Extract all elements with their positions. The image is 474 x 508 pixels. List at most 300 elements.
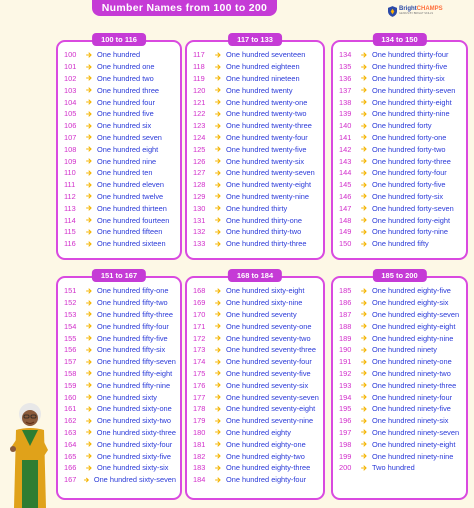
number-name: One hundred three bbox=[97, 85, 160, 95]
panel-168-184 bbox=[185, 271, 325, 500]
number-row bbox=[339, 202, 462, 214]
number-row bbox=[64, 49, 176, 61]
number-name: One hundred ninety-two bbox=[372, 368, 451, 378]
number-name: One hundred sixty-six bbox=[97, 463, 169, 473]
number-name: One hundred ninety-four bbox=[372, 392, 453, 402]
panel-range-label: 151 to 167 bbox=[92, 269, 146, 282]
number-value: 152 bbox=[64, 298, 77, 308]
arrow-right-icon bbox=[85, 405, 93, 413]
number-value: 134 bbox=[339, 50, 352, 60]
number-value: 185 bbox=[339, 286, 352, 296]
number-value: 107 bbox=[64, 132, 77, 142]
number-row bbox=[64, 179, 176, 191]
number-value: 186 bbox=[339, 298, 352, 308]
number-name: One hundred fifty-seven bbox=[97, 357, 176, 367]
number-value: 163 bbox=[64, 427, 77, 437]
arrow-right-icon bbox=[360, 157, 368, 165]
number-name: One hundred fifty-three bbox=[97, 309, 174, 319]
number-value: 120 bbox=[193, 85, 206, 95]
number-name: One hundred sixty-one bbox=[97, 404, 172, 414]
number-row bbox=[193, 403, 319, 415]
panel-range-label: 117 to 133 bbox=[228, 33, 282, 46]
number-name: One hundred fifty-six bbox=[97, 345, 166, 355]
number-row bbox=[64, 226, 176, 238]
arrow-right-icon bbox=[360, 74, 368, 82]
number-value: 200 bbox=[339, 463, 352, 473]
arrow-right-icon bbox=[85, 310, 93, 318]
arrow-right-icon bbox=[360, 98, 368, 106]
arrow-right-icon bbox=[214, 192, 222, 200]
number-value: 144 bbox=[339, 168, 352, 178]
arrow-right-icon bbox=[85, 192, 93, 200]
number-value: 170 bbox=[193, 309, 206, 319]
number-row bbox=[64, 391, 176, 403]
arrow-right-icon bbox=[214, 122, 222, 130]
arrow-right-icon bbox=[214, 393, 222, 401]
panel-range-label: 100 to 116 bbox=[92, 33, 146, 46]
number-name: One hundred thirty bbox=[226, 203, 288, 213]
number-name: One hundred fifty-four bbox=[97, 321, 169, 331]
page-title: Number Names from 100 to 200 bbox=[92, 0, 277, 16]
arrow-right-icon bbox=[360, 216, 368, 224]
number-value: 148 bbox=[339, 215, 352, 225]
arrow-right-icon bbox=[85, 381, 93, 389]
number-row bbox=[64, 155, 176, 167]
number-value: 125 bbox=[193, 144, 206, 154]
number-name: One hundred sixty-three bbox=[96, 427, 176, 437]
number-row bbox=[193, 84, 319, 96]
number-row bbox=[64, 238, 176, 250]
number-value: 188 bbox=[339, 321, 352, 331]
number-name: One hundred eighty-three bbox=[226, 463, 311, 473]
number-row bbox=[64, 84, 176, 96]
arrow-right-icon bbox=[360, 322, 368, 330]
number-value: 136 bbox=[339, 73, 352, 83]
arrow-right-icon bbox=[360, 287, 368, 295]
arrow-right-icon bbox=[360, 240, 368, 248]
number-value: 105 bbox=[64, 109, 77, 119]
number-value: 199 bbox=[339, 451, 352, 461]
number-value: 182 bbox=[193, 451, 206, 461]
panel-151-167 bbox=[56, 271, 182, 500]
panel-117-133 bbox=[185, 35, 325, 260]
number-value: 158 bbox=[64, 368, 77, 378]
arrow-right-icon bbox=[85, 63, 93, 71]
number-name: One hundred twenty-five bbox=[226, 144, 307, 154]
arrow-right-icon bbox=[360, 428, 368, 436]
number-row bbox=[339, 191, 462, 203]
number-value: 124 bbox=[193, 132, 206, 142]
number-value: 132 bbox=[193, 227, 206, 237]
number-name: One hundred bbox=[97, 50, 141, 60]
number-row bbox=[193, 368, 319, 380]
number-name: One hundred eighty-seven bbox=[372, 309, 460, 319]
arrow-right-icon bbox=[360, 181, 368, 189]
number-name: One hundred forty-two bbox=[372, 144, 446, 154]
number-value: 149 bbox=[339, 227, 352, 237]
number-value: 133 bbox=[193, 239, 206, 249]
arrow-right-icon bbox=[214, 381, 222, 389]
number-name: One hundred thirty-five bbox=[372, 62, 448, 72]
number-row bbox=[339, 332, 462, 344]
number-row bbox=[64, 191, 176, 203]
number-row bbox=[64, 120, 176, 132]
arrow-right-icon bbox=[360, 192, 368, 200]
number-value: 164 bbox=[64, 439, 77, 449]
number-value: 156 bbox=[64, 345, 77, 355]
number-name: One hundred sixteen bbox=[97, 239, 166, 249]
arrow-right-icon bbox=[85, 369, 93, 377]
number-row bbox=[64, 309, 176, 321]
panel-134-150 bbox=[331, 35, 468, 260]
number-name: One hundred nineteen bbox=[226, 73, 300, 83]
arrow-right-icon bbox=[214, 464, 222, 472]
number-row bbox=[193, 120, 319, 132]
number-row bbox=[64, 108, 176, 120]
number-name: One hundred seventy-two bbox=[226, 333, 311, 343]
arrow-right-icon bbox=[360, 393, 368, 401]
number-value: 184 bbox=[193, 475, 206, 485]
arrow-right-icon bbox=[360, 133, 368, 141]
number-row bbox=[64, 450, 176, 462]
number-value: 139 bbox=[339, 109, 352, 119]
number-name: One hundred ten bbox=[97, 168, 153, 178]
number-row bbox=[193, 132, 319, 144]
number-value: 191 bbox=[339, 357, 352, 367]
number-row bbox=[339, 403, 462, 415]
number-value: 165 bbox=[64, 451, 77, 461]
number-value: 180 bbox=[193, 427, 206, 437]
number-value: 103 bbox=[64, 85, 77, 95]
number-row bbox=[64, 356, 176, 368]
number-name: One hundred eight bbox=[97, 144, 159, 154]
arrow-right-icon bbox=[214, 145, 222, 153]
arrow-right-icon bbox=[85, 428, 93, 436]
number-name: One hundred fifty-one bbox=[97, 286, 169, 296]
arrow-right-icon bbox=[360, 51, 368, 59]
arrow-right-icon bbox=[360, 169, 368, 177]
number-value: 167 bbox=[64, 475, 77, 485]
number-value: 109 bbox=[64, 156, 77, 166]
number-name: One hundred thirty-one bbox=[226, 215, 303, 225]
number-name: One hundred forty-four bbox=[372, 168, 447, 178]
number-row bbox=[193, 332, 319, 344]
number-value: 151 bbox=[64, 286, 77, 296]
arrow-right-icon bbox=[85, 228, 93, 236]
number-name: One hundred eleven bbox=[97, 180, 164, 190]
number-name: One hundred ninety-nine bbox=[372, 451, 454, 461]
arrow-right-icon bbox=[85, 287, 93, 295]
number-value: 129 bbox=[193, 191, 206, 201]
number-value: 189 bbox=[339, 333, 352, 343]
arrow-right-icon bbox=[214, 216, 222, 224]
number-row bbox=[64, 462, 176, 474]
number-name: One hundred eighty bbox=[226, 427, 291, 437]
number-row bbox=[193, 438, 319, 450]
arrow-right-icon bbox=[214, 428, 222, 436]
number-name: One hundred eighty-five bbox=[372, 286, 451, 296]
arrow-right-icon bbox=[85, 74, 93, 82]
number-value: 131 bbox=[193, 215, 206, 225]
number-value: 150 bbox=[339, 239, 352, 249]
arrow-right-icon bbox=[85, 86, 93, 94]
number-row bbox=[64, 297, 176, 309]
number-row bbox=[339, 320, 462, 332]
number-row bbox=[339, 108, 462, 120]
number-value: 190 bbox=[339, 345, 352, 355]
arrow-right-icon bbox=[214, 228, 222, 236]
number-name: One hundred seventy-six bbox=[226, 380, 309, 390]
arrow-right-icon bbox=[85, 417, 93, 425]
number-row bbox=[193, 462, 319, 474]
number-row bbox=[339, 297, 462, 309]
number-row bbox=[64, 320, 176, 332]
number-value: 112 bbox=[64, 191, 76, 201]
arrow-right-icon bbox=[214, 169, 222, 177]
arrow-right-icon bbox=[214, 157, 222, 165]
number-row bbox=[193, 73, 319, 85]
number-row bbox=[64, 132, 176, 144]
number-value: 193 bbox=[339, 380, 352, 390]
number-row bbox=[193, 167, 319, 179]
arrow-right-icon bbox=[85, 98, 93, 106]
number-value: 104 bbox=[64, 97, 77, 107]
number-value: 111 bbox=[64, 180, 76, 190]
number-row bbox=[339, 155, 462, 167]
number-name: One hundred seventy-eight bbox=[226, 404, 316, 414]
number-value: 157 bbox=[64, 357, 77, 367]
arrow-right-icon bbox=[85, 157, 93, 165]
number-value: 175 bbox=[193, 368, 206, 378]
arrow-right-icon bbox=[214, 181, 222, 189]
number-name: One hundred forty-three bbox=[372, 156, 451, 166]
arrow-right-icon bbox=[214, 322, 222, 330]
number-name: One hundred sixty-seven bbox=[93, 475, 176, 485]
number-row bbox=[339, 84, 462, 96]
arrow-right-icon bbox=[214, 476, 222, 484]
arrow-right-icon bbox=[85, 51, 93, 59]
number-value: 159 bbox=[64, 380, 77, 390]
arrow-right-icon bbox=[360, 310, 368, 318]
number-row bbox=[193, 226, 319, 238]
number-name: One hundred seven bbox=[97, 132, 162, 142]
number-name: One hundred fifty-five bbox=[97, 333, 168, 343]
number-value: 197 bbox=[339, 427, 352, 437]
number-name: One hundred fifty-two bbox=[97, 298, 168, 308]
number-row bbox=[193, 238, 319, 250]
number-row bbox=[193, 61, 319, 73]
number-name: One hundred ninety-six bbox=[372, 416, 449, 426]
number-name: One hundred five bbox=[97, 109, 154, 119]
number-name: One hundred eighty-six bbox=[372, 298, 449, 308]
number-name: One hundred four bbox=[97, 97, 155, 107]
number-value: 145 bbox=[339, 180, 352, 190]
number-row bbox=[193, 179, 319, 191]
number-value: 143 bbox=[339, 156, 352, 166]
arrow-right-icon bbox=[214, 204, 222, 212]
number-value: 173 bbox=[193, 345, 206, 355]
number-name: One hundred eighteen bbox=[226, 62, 300, 72]
arrow-right-icon bbox=[214, 358, 222, 366]
number-row bbox=[193, 391, 319, 403]
number-value: 171 bbox=[193, 321, 206, 331]
number-row bbox=[64, 332, 176, 344]
number-name: One hundred fifty-eight bbox=[97, 368, 173, 378]
arrow-right-icon bbox=[85, 145, 93, 153]
number-value: 153 bbox=[64, 309, 77, 319]
number-name: One hundred seventeen bbox=[226, 50, 306, 60]
number-name: Two hundred bbox=[372, 463, 415, 473]
number-name: One hundred eighty-one bbox=[226, 439, 306, 449]
arrow-right-icon bbox=[360, 86, 368, 94]
number-name: One hundred seventy bbox=[226, 309, 297, 319]
panel-185-200 bbox=[331, 271, 468, 500]
number-value: 135 bbox=[339, 62, 352, 72]
arrow-right-icon bbox=[360, 334, 368, 342]
number-name: One hundred twenty-nine bbox=[226, 191, 309, 201]
number-name: One hundred seventy-five bbox=[226, 368, 311, 378]
number-row bbox=[64, 214, 176, 226]
number-value: 121 bbox=[193, 97, 206, 107]
arrow-right-icon bbox=[214, 310, 222, 318]
number-name: One hundred seventy-four bbox=[226, 357, 312, 367]
number-name: One hundred thirty-six bbox=[372, 73, 445, 83]
arrow-right-icon bbox=[360, 440, 368, 448]
number-name: One hundred eighty-nine bbox=[372, 333, 454, 343]
number-name: One hundred thirty-three bbox=[226, 239, 307, 249]
number-row bbox=[339, 356, 462, 368]
number-name: One hundred twenty-one bbox=[226, 97, 308, 107]
number-row bbox=[193, 285, 319, 297]
number-name: One hundred seventy-one bbox=[226, 321, 312, 331]
number-name: One hundred sixty bbox=[97, 392, 157, 402]
arrow-right-icon bbox=[214, 299, 222, 307]
arrow-right-icon bbox=[360, 122, 368, 130]
arrow-right-icon bbox=[360, 204, 368, 212]
number-value: 174 bbox=[193, 357, 206, 367]
number-name: One hundred forty bbox=[372, 121, 432, 131]
number-name: One hundred twelve bbox=[97, 191, 164, 201]
arrow-right-icon bbox=[360, 228, 368, 236]
arrow-right-icon bbox=[85, 110, 93, 118]
logo-name-b: CHAMPS bbox=[416, 6, 443, 13]
number-name: One hundred sixty-two bbox=[97, 416, 171, 426]
number-row bbox=[193, 202, 319, 214]
number-row bbox=[339, 309, 462, 321]
number-row bbox=[339, 238, 462, 250]
logo-name-a: Bright bbox=[399, 6, 417, 13]
number-name: One hundred thirty-nine bbox=[372, 109, 450, 119]
number-value: 138 bbox=[339, 97, 352, 107]
number-value: 142 bbox=[339, 144, 352, 154]
number-value: 127 bbox=[193, 168, 206, 178]
number-value: 115 bbox=[64, 227, 76, 237]
number-name: One hundred seventy-nine bbox=[226, 416, 314, 426]
number-row bbox=[64, 285, 176, 297]
number-row bbox=[339, 450, 462, 462]
number-value: 169 bbox=[193, 298, 206, 308]
arrow-right-icon bbox=[214, 346, 222, 354]
number-name: One hundred sixty-five bbox=[97, 451, 171, 461]
number-name: One hundred ninety-three bbox=[372, 380, 457, 390]
number-row bbox=[339, 73, 462, 85]
number-name: One hundred forty-eight bbox=[372, 215, 451, 225]
number-value: 178 bbox=[193, 404, 206, 414]
number-row bbox=[193, 356, 319, 368]
number-row bbox=[193, 108, 319, 120]
number-row bbox=[339, 427, 462, 439]
arrow-right-icon bbox=[360, 464, 368, 472]
number-row bbox=[339, 214, 462, 226]
number-name: One hundred seventy-seven bbox=[226, 392, 319, 402]
number-value: 102 bbox=[64, 73, 77, 83]
number-value: 183 bbox=[193, 463, 206, 473]
number-row bbox=[339, 379, 462, 391]
number-row bbox=[339, 368, 462, 380]
arrow-right-icon bbox=[83, 476, 90, 484]
number-value: 110 bbox=[64, 168, 76, 178]
number-value: 162 bbox=[64, 416, 77, 426]
number-row bbox=[64, 61, 176, 73]
number-name: One hundred twenty-eight bbox=[226, 180, 312, 190]
number-name: One hundred seventy-three bbox=[226, 345, 316, 355]
number-name: One hundred sixty-nine bbox=[226, 298, 303, 308]
number-name: One hundred twenty-three bbox=[226, 121, 312, 131]
arrow-right-icon bbox=[85, 204, 93, 212]
number-name: One hundred thirty-eight bbox=[372, 97, 452, 107]
number-value: 192 bbox=[339, 368, 352, 378]
number-name: One hundred twenty-six bbox=[226, 156, 305, 166]
number-row bbox=[64, 415, 176, 427]
number-value: 196 bbox=[339, 416, 352, 426]
number-name: One hundred ninety bbox=[372, 345, 437, 355]
number-value: 117 bbox=[193, 50, 205, 60]
number-row bbox=[64, 379, 176, 391]
arrow-right-icon bbox=[85, 334, 93, 342]
number-value: 118 bbox=[193, 62, 205, 72]
arrow-right-icon bbox=[214, 74, 222, 82]
arrow-right-icon bbox=[360, 369, 368, 377]
number-row bbox=[64, 167, 176, 179]
number-name: One hundred one bbox=[97, 62, 155, 72]
number-row bbox=[193, 474, 319, 486]
number-name: One hundred forty-one bbox=[372, 132, 447, 142]
number-value: 147 bbox=[339, 203, 352, 213]
arrow-right-icon bbox=[214, 51, 222, 59]
arrow-right-icon bbox=[360, 417, 368, 425]
number-row bbox=[64, 438, 176, 450]
number-name: One hundred forty-five bbox=[372, 180, 446, 190]
arrow-right-icon bbox=[214, 240, 222, 248]
number-name: One hundred thirty-seven bbox=[372, 85, 456, 95]
number-row bbox=[193, 191, 319, 203]
arrow-right-icon bbox=[360, 346, 368, 354]
shield-icon bbox=[388, 6, 397, 17]
arrow-right-icon bbox=[214, 405, 222, 413]
number-row bbox=[193, 49, 319, 61]
panel-range-label: 134 to 150 bbox=[372, 33, 426, 46]
number-name: One hundred forty-nine bbox=[372, 227, 449, 237]
number-row bbox=[193, 344, 319, 356]
number-row bbox=[193, 450, 319, 462]
number-row bbox=[64, 474, 176, 486]
number-row bbox=[193, 309, 319, 321]
arrow-right-icon bbox=[85, 393, 93, 401]
number-row bbox=[339, 120, 462, 132]
number-row bbox=[339, 179, 462, 191]
number-value: 176 bbox=[193, 380, 206, 390]
number-value: 154 bbox=[64, 321, 77, 331]
